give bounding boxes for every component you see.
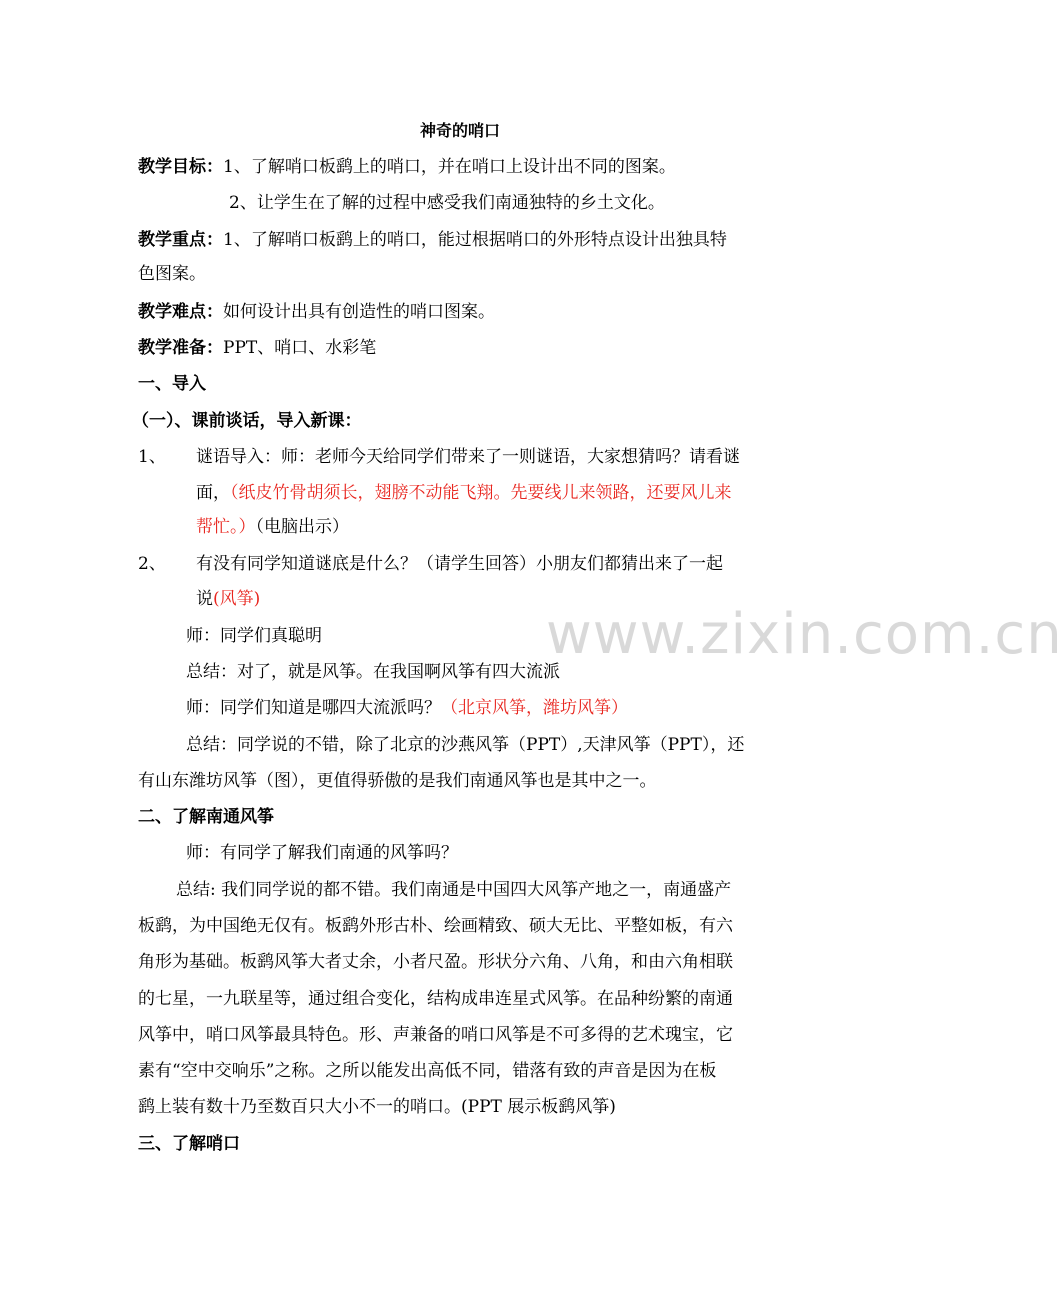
section-2-summary-line: 角形为基础。板鹞风筝大者丈余，小者尺盈。形状分六角、八角，和由六角相联 [138, 952, 733, 972]
key-points-label: 教学重点： [138, 230, 223, 250]
teacher-line-2 [186, 697, 628, 719]
section-2-summary-line: 总结: 我们同学说的都不错。我们南通是中国四大风筝产地之一，南通盛产 [176, 880, 732, 900]
section-2-summary-line: 板鹞，为中国绝无仅有。板鹞外形古朴、绘画精致、硕大无比、平整如板，有六 [138, 916, 733, 936]
key-points-text-1: 1、了解哨口板鹞上的哨口，能过根据哨口的外形特点设计出独具特 [223, 230, 727, 250]
summary-2-line-2: 有山东潍坊风筝（图），更值得骄傲的是我们南通风筝也是其中之一。 [138, 771, 657, 791]
watermark: www.zixin.com.cn [546, 602, 1063, 667]
item-1-line-1: 谜语导入：师：老师今天给同学们带来了一则谜语，大家想猜吗？请看谜 [196, 447, 740, 467]
objectives-item-2: 2、让学生在了解的过程中感受我们南通独特的乡土文化。 [229, 193, 665, 213]
item-2-line-2 [196, 588, 260, 610]
section-2-heading: 二、了解南通风筝 [138, 807, 274, 827]
preparation-line [138, 337, 376, 359]
teacher-answer: （北京风筝，潍坊风筝） [441, 698, 628, 718]
document-title: 神奇的哨口 [419, 121, 500, 140]
section-2-teacher: 师：有同学了解我们南通的风筝吗？ [186, 843, 458, 863]
preparation-label: 教学准备： [138, 338, 223, 358]
item-1-number: 1、 [138, 447, 166, 467]
item-1-line-2 [196, 482, 732, 504]
difficulties-line [138, 301, 495, 323]
item-2-number: 2、 [138, 554, 166, 574]
key-points-text-2: 色图案。 [138, 264, 206, 284]
item-1-riddle-intro: 面， [196, 483, 230, 503]
section-2-summary-line: 素有“空中交响乐”之称。之所以能发出高低不同，错落有致的声音是因为在板 [138, 1061, 717, 1081]
item-2-line-1: 有没有同学知道谜底是什么？（请学生回答）小朋友们都猜出来了一起 [196, 554, 723, 574]
section-2-summary-line: 鹞上装有数十乃至数百只大小不一的哨口。(PPT 展示板鹞风筝) [138, 1097, 616, 1117]
item-1-screen-note: （电脑出示） [255, 517, 349, 537]
section-3-heading: 三、了解哨口 [138, 1134, 240, 1154]
key-points-line-1 [138, 229, 727, 251]
difficulties-label: 教学难点： [138, 302, 223, 322]
teacher-line-1: 师：同学们真聪明 [186, 626, 322, 646]
section-1-heading: 一、导入 [138, 374, 206, 394]
teacher-question: 师：同学们知道是哪四大流派吗？ [186, 698, 441, 718]
difficulties-text: 如何设计出具有创造性的哨口图案。 [223, 302, 495, 322]
summary-2-line-1: 总结：同学说的不错，除了北京的沙燕风筝（PPT）,天津风筝（PPT），还 [186, 735, 745, 755]
preparation-text: PPT、哨口、水彩笔 [223, 338, 377, 358]
item-1-line-3 [196, 516, 349, 538]
section-1-subheading: （一）、课前谈话，导入新课： [132, 411, 362, 431]
objectives-label: 教学目标： [138, 157, 223, 177]
section-2-summary-line: 的七星，一九联星等，通过组合变化，结构成串连星式风筝。在品种纷繁的南通 [138, 989, 733, 1009]
riddle-text-2: 帮忙。） [196, 517, 256, 537]
item-2-say: 说 [196, 589, 213, 609]
section-2-summary-line: 风筝中，哨口风筝最具特色。形、声兼备的哨口风筝是不可多得的艺术瑰宝，它 [138, 1025, 733, 1045]
riddle-answer: (风筝) [213, 589, 261, 609]
objectives-item-1: 1、了解哨口板鹞上的哨口，并在哨口上设计出不同的图案。 [223, 157, 676, 177]
riddle-text-1: （纸皮竹骨胡须长，翅膀不动能飞翔。先要线儿来领路，还要风儿来 [230, 483, 732, 503]
summary-line-1: 总结：对了，就是风筝。在我国啊风筝有四大流派 [186, 662, 560, 682]
objectives-line-1 [138, 156, 676, 178]
